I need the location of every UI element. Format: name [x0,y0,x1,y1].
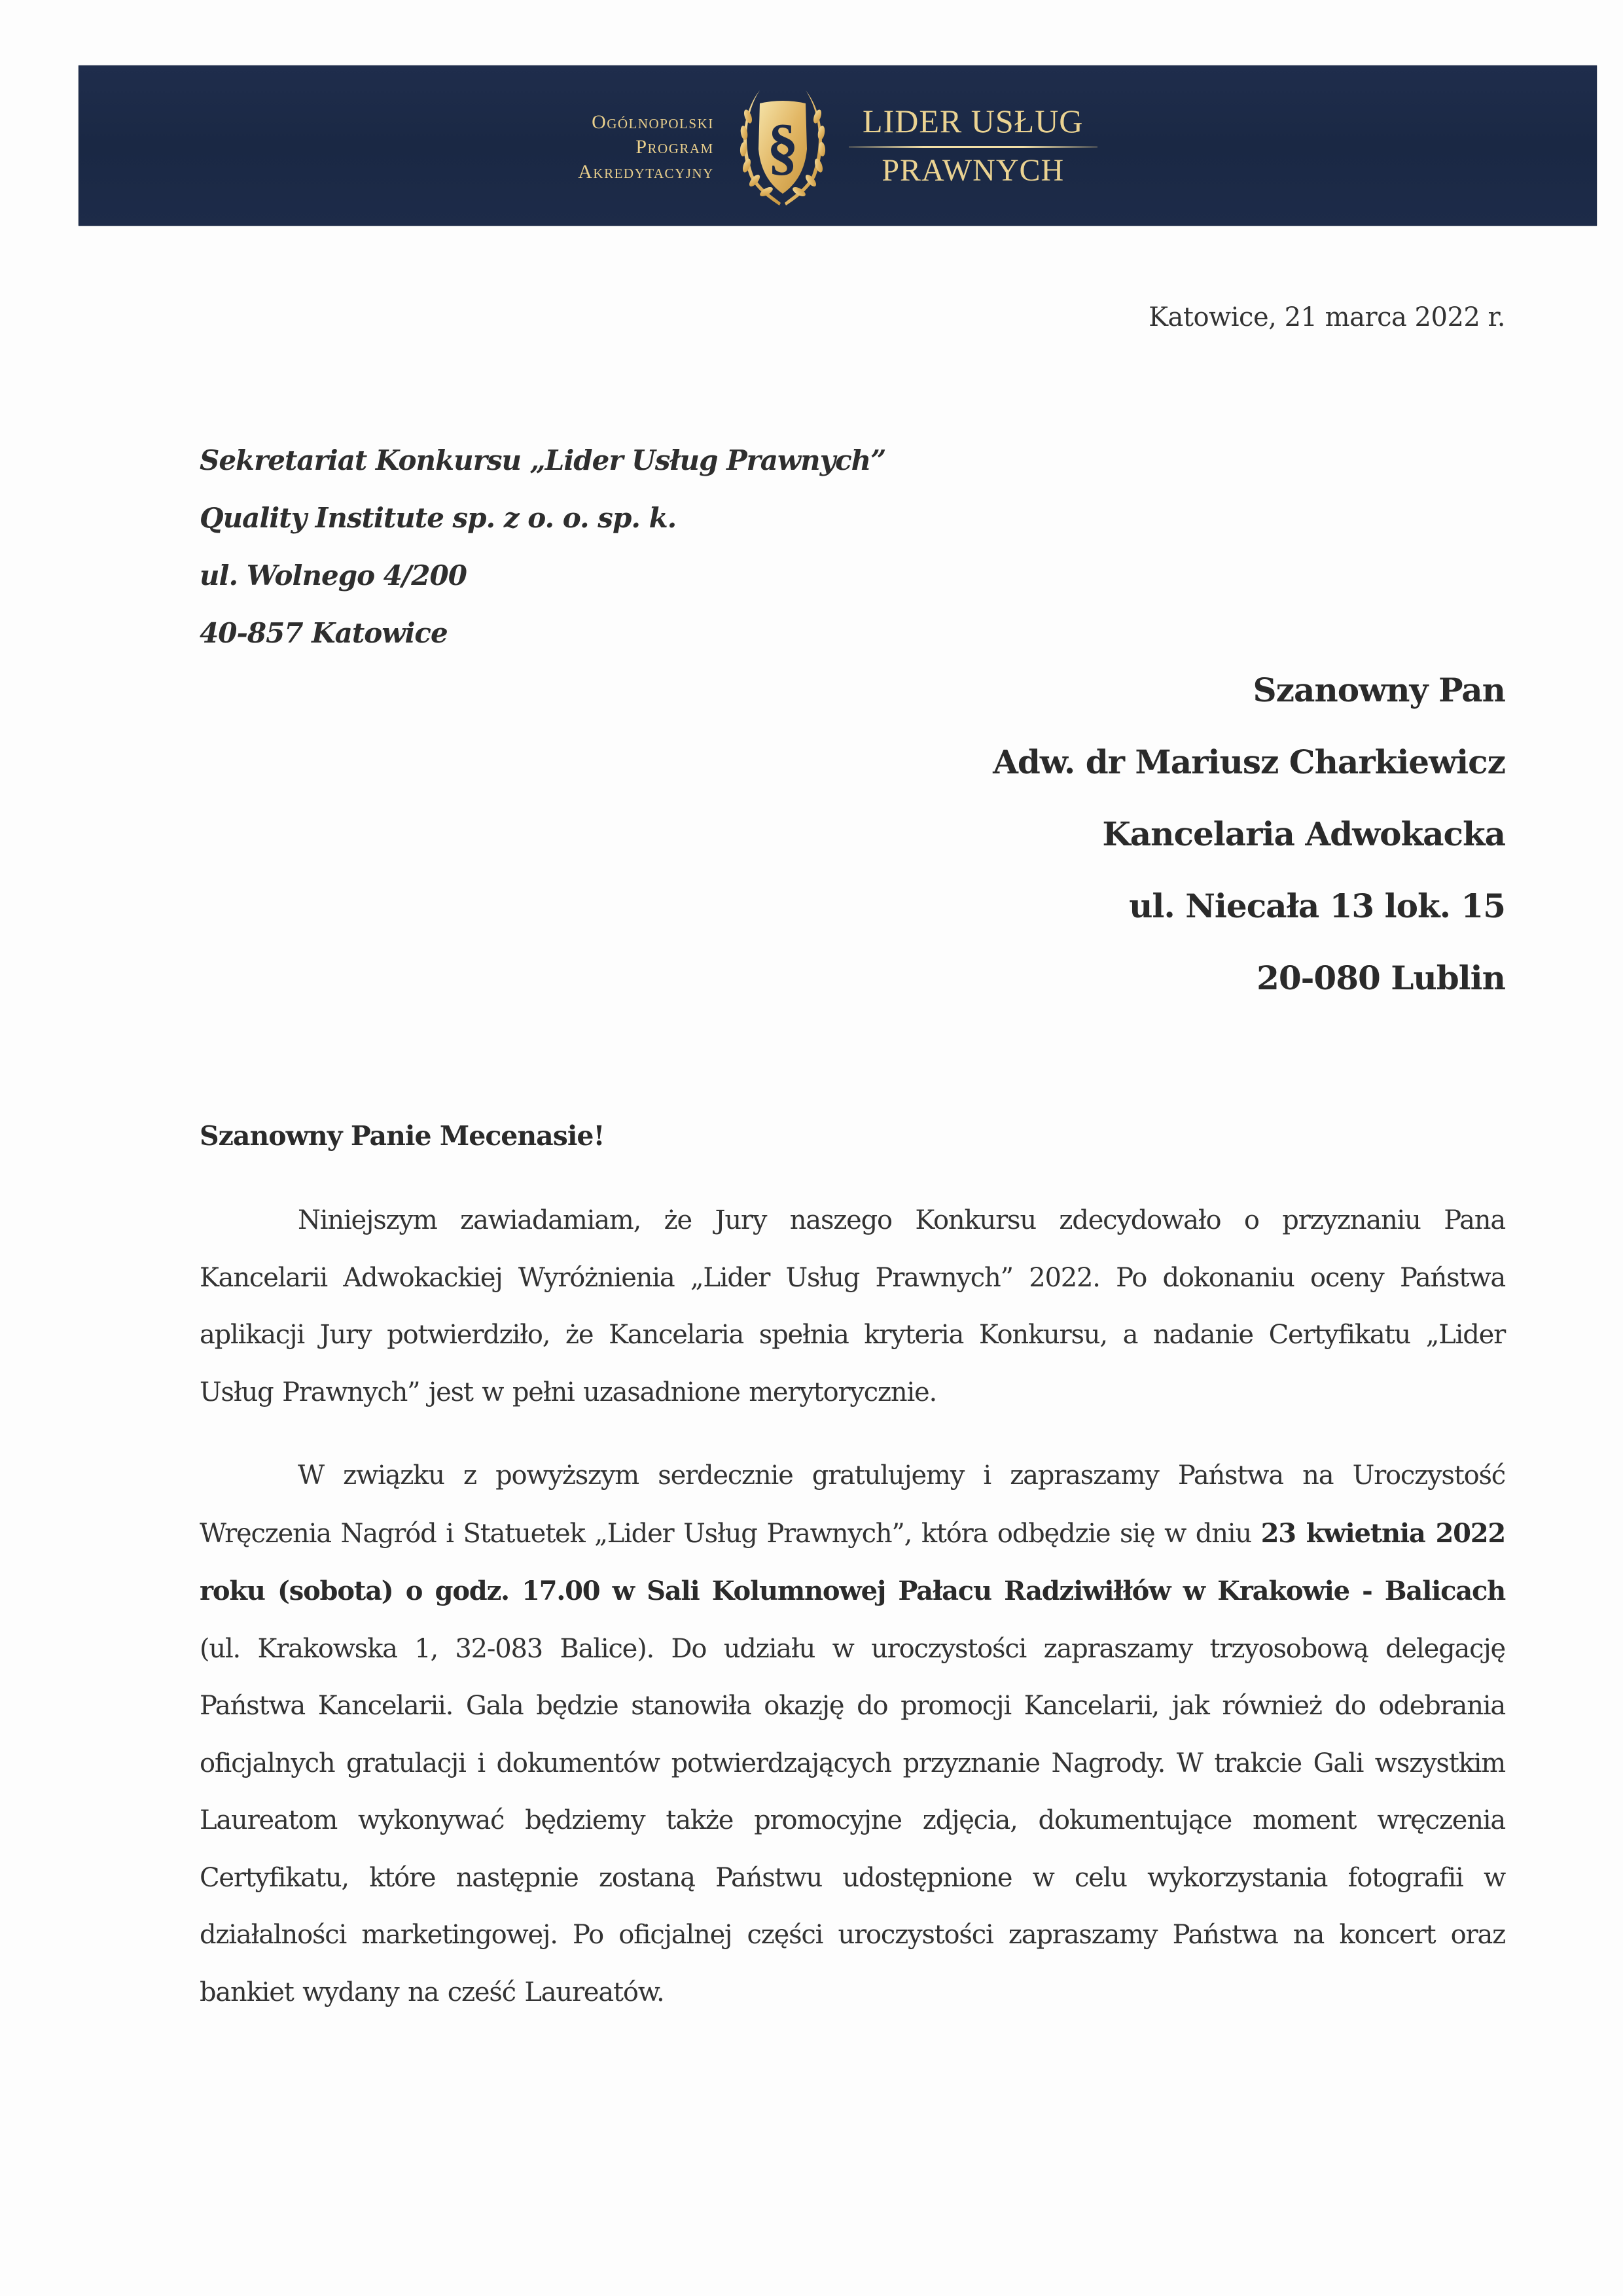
body-paragraph-2 [200,1447,1505,2021]
paragraph-symbol: § [766,111,798,181]
place-date: Katowice, 21 marca 2022 r. [1149,302,1505,332]
program-line-3: Akredytacyjny [578,160,714,183]
shield-laurel-paragraph-icon [734,84,832,208]
paragraph-2-text: W związku z powyższym serdecznie gratulujemy i zapraszamy Państwa na Uroczystość Wręczenia Nagród i Statuetek „Lider Usług Prawnych”, która odbędzie się w dniu [200,1460,1505,1549]
brand-divider [849,146,1097,148]
letterhead-logo [79,65,1597,226]
paragraph-2-text-cont: (ul. Krakowska 1, 32-083 Balice). Do udziału w uroczystości zapraszamy trzyosobową delegację Państwa Kancelarii. Gala będzie stanowiła okazję do promocji Kancelarii, jak również do odebrania oficjalnych gratulacji i dokumentów potwierdzających przyznanie Nagrody. W trakcie Gali wszystkim Laureatom wykonywać będziemy także promocyjne zdjęcia, dokumentujące moment wręczenia Certyfikatu, które następnie zostaną Państwu udostępnione w celu wykorzystania fotografii w działalności marketingowej. Po oficjalnej części uroczystości zapraszamy Państwa na koncert oraz bankiet wydany na cześć Laureatów. [200,1633,1505,2007]
letterhead-banner [79,65,1597,226]
recipient-line: Kancelaria Adwokacka [1102,815,1505,853]
emblem-svg [734,84,832,208]
recipient-line: 20-080 Lublin [1257,959,1505,997]
sender-line: Quality Institute sp. z o. o. sp. k. [200,502,677,534]
salutation: Szanowny Panie Mecenasie! [200,1120,605,1152]
sender-line: 40-857 Katowice [200,617,448,649]
program-caption [578,110,713,185]
sender-line: ul. Wolnego 4/200 [200,559,467,592]
recipient-line: ul. Niecała 13 lok. 15 [1129,887,1505,925]
brand-name [849,103,1097,188]
recipient-line: Adw. dr Mariusz Charkiewicz [993,743,1505,781]
brand-top: LIDER USŁUG [863,103,1084,139]
event-details: 23 kwietnia 2022 roku (sobota) o godz. 17.00 w Sali Kolumnowej Pałacu Radziwiłłów w Krakowie - Balicach [200,1517,1506,1606]
sender-address [200,432,885,662]
body-paragraph-1: Niniejszym zawiadamiam, że Jury naszego Konkursu zdecydowało o przyznaniu Pana Kancelarii Adwokackiej Wyróżnienia „Lider Usług Prawnych” 2022. Po dokonaniu oceny Państwa aplikacji Jury potwierdziło, że Kancelaria spełnia kryteria Konkursu, a nadanie Certyfikatu „Lider Usług Prawnych” jest w pełni uzasadnione merytorycznie. [200,1205,1505,1407]
brand-bottom: PRAWNYCH [882,153,1065,188]
recipient-address [993,654,1505,1014]
program-line-1: Ogólnopolski [592,111,714,133]
sender-line: Sekretariat Konkursu „Lider Usług Prawnych” [200,444,886,476]
program-line-2: Program [635,135,714,158]
recipient-line: Szanowny Pan [1253,671,1505,709]
